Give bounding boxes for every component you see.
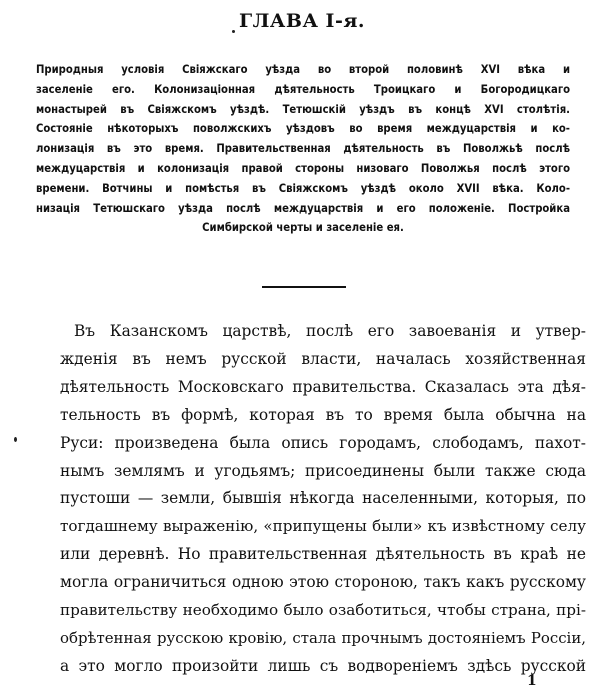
body-line: обрѣтенная русскою кровію, стала прочнымъ достояніемъ Россіи, — [60, 628, 586, 647]
summary-line: междуцарствія и колонизація правой стороны низоваго Поволжья послѣ этого — [36, 161, 570, 175]
body-line: жденія въ немъ русской власти, началась хозяйственная — [60, 349, 586, 368]
body-line: или деревнѣ. Но правительственная дѣятельность въ краѣ не — [60, 545, 586, 564]
body-line: Руси: произведена была опись городамъ, слободамъ, пахот- — [60, 433, 586, 452]
page-number: 1 — [527, 673, 537, 689]
section-divider — [262, 286, 346, 288]
summary-line: Симбирской черты и заселеніе ея. — [202, 221, 404, 235]
print-speck — [232, 30, 235, 33]
chapter-title: ГЛАВА I-я. — [239, 10, 365, 32]
summary-line: лонизація въ это время. Правительственная дѣятельность въ Поволжьѣ послѣ — [36, 142, 570, 156]
summary-line: Природныя условія Свіяжскаго уѣзда во второй половинѣ XVI вѣка и — [36, 63, 570, 76]
body-line: а это могло произойти лишь съ водвореніемъ здѣсь русской — [60, 656, 586, 675]
body-line: пустоши — земли, бывшія нѣкогда населенными, которыя, по — [60, 489, 586, 508]
body-paragraph — [60, 318, 586, 681]
body-line: нымъ землямъ и угодьямъ; присоединены были также сюда — [60, 461, 586, 480]
body-line: дѣятельность Московскаго правительства. Сказалась эта дѣя- — [60, 377, 586, 396]
summary-line: времени. Вотчины и помѣстья въ Свіяжскомъ уѣздѣ около XVII вѣка. Коло- — [36, 181, 570, 195]
summary-line: заселеніе его. Колонизаціонная дѣятельность Троицкаго и Богородицкаго — [36, 82, 570, 96]
body-line: тельность въ формѣ, которая въ то время была обычна на — [60, 405, 586, 424]
body-line: Въ Казанскомъ царствѣ, послѣ его завоеванія и утвер- — [74, 322, 586, 340]
body-line: тогдашнему выраженію, «припущены были» къ извѣстному селу — [60, 517, 586, 536]
body-line: правительству необходимо было озаботиться, чтобы страна, прі- — [60, 601, 586, 620]
body-line: могла ограничиться одною этою стороною, такъ какъ русскому — [60, 573, 586, 592]
chapter-summary — [36, 60, 570, 238]
summary-line: Состояніе нѣкоторыхъ поволжскихъ уѣздовъ во время междуцарствія и ко- — [36, 122, 570, 136]
summary-line: низація Тетюшскаго уѣзда послѣ междуцарствія и его положеніе. Постройка — [36, 201, 570, 215]
summary-line: монастырей въ Свіяжскомъ уѣздѣ. Тетюшскій уѣздъ въ концѣ XVI столѣтія. — [36, 102, 570, 116]
print-speck — [14, 437, 17, 442]
